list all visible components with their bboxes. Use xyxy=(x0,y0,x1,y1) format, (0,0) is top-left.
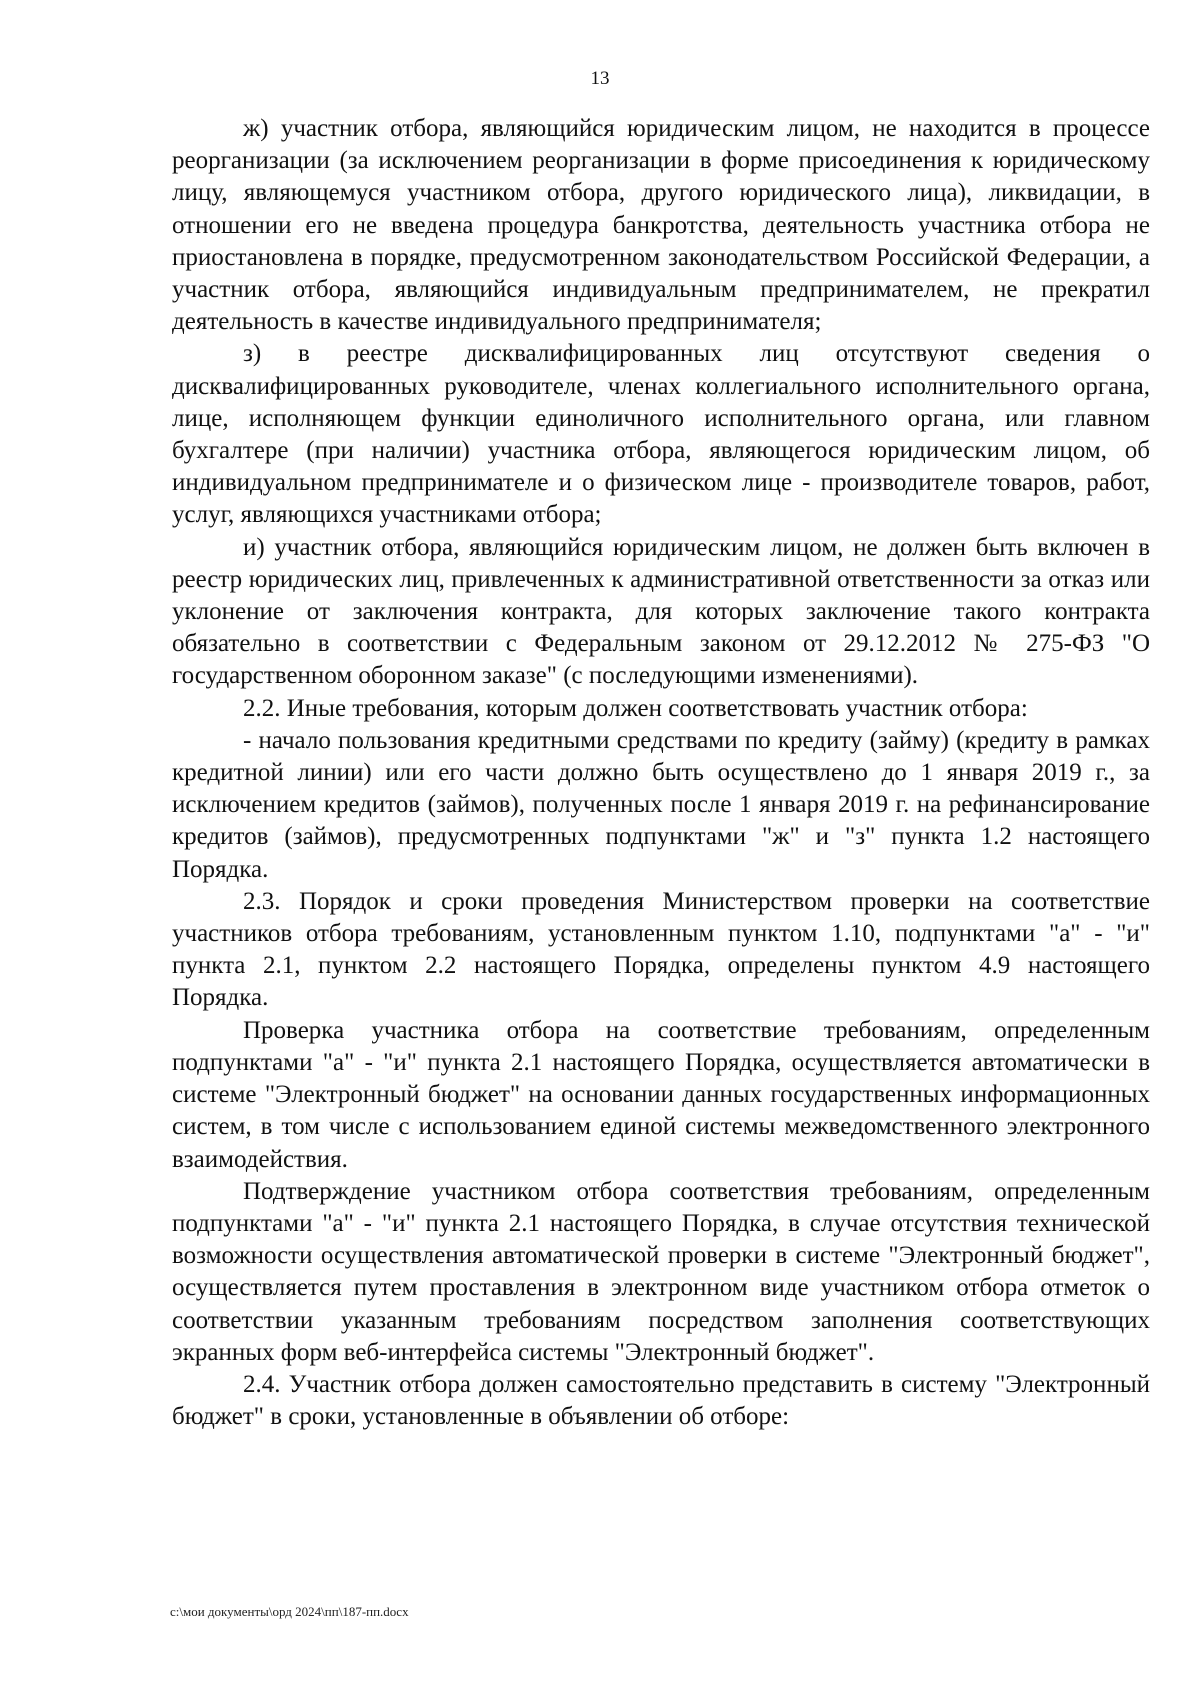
document-body xyxy=(172,113,1150,1433)
paragraph-manual-confirmation: Подтверждение участником отбора соответствия требованиям, определенным подпунктами "а" - "и" пункта 2.1 настоящего Порядка, в случае отсутствия технической возможности осуществления автоматической проверки в системе "Электронный бюджет", осуществляется путем проставления в электронном виде участником отбора отметок о соответствии указанным требованиям посредством заполнения соответствующих экранных форм веб-интерфейса системы "Электронный бюджет". xyxy=(172,1177,1150,1366)
page-number: 13 xyxy=(590,68,610,89)
paragraph-zh: ж) участник отбора, являющийся юридическим лицом, не находится в процессе реорганизации (за исключением реорганизации в форме присоединения к юридическому лицу, являющемуся участником отбора, другого юридического лица), ликвидации, в отношении его не введена процедура банкротства, деятельность участника отбора не приостановлена в порядке, предусмотренном законодательством Российской Федерации, а участник отбора, являющийся индивидуальным предпринимателем, не прекратил деятельность в качестве индивидуального предпринимателя; xyxy=(172,115,1150,336)
paragraph-z: з) в реестре дисквалифицированных лиц отсутствуют сведения о дисквалифицированных руководителе, членах коллегиального исполнительного органа, лице, исполняющем функции единоличного исполнительного органа, или главном бухгалтере (при наличии) участника отбора, являющегося юридическим лицом, об индивидуальном предпринимателе и о физическом лице - производителе товаров, работ, услуг, являющихся участниками отбора; xyxy=(172,340,1150,529)
paragraph-i: и) участник отбора, являющийся юридическим лицом, не должен быть включен в реестр юридических лиц, привлеченных к административной ответственности за отказ или уклонение от заключения контракта, для которых заключение такого контракта обязательно в соответствии с Федеральным законом от 29.12.2012 № 275-ФЗ "О государственном оборонном заказе" (с последующими изменениями). xyxy=(172,533,1150,690)
footer-file-path: c:\мои документы\орд 2024\пп\187-пп.docx xyxy=(170,1604,409,1619)
paragraph-2-2: 2.2. Иные требования, которым должен соответствовать участник отбора: xyxy=(243,694,1028,722)
paragraph-credit-requirement: - начало пользования кредитными средствами по кредиту (займу) (кредиту в рамках кредитной линии) или его части должно быть осуществлено до 1 января 2019 г., за исключением кредитов (займов), полученных после 1 января 2019 г. на рефинансирование кредитов (займов), предусмотренных подпунктами "ж" и "з" пункта 1.2 настоящего Порядка. xyxy=(172,726,1150,883)
paragraph-automatic-check: Проверка участника отбора на соответствие требованиям, определенным подпунктами "а" - "и" пункта 2.1 настоящего Порядка, осуществляется автоматически в системе "Электронный бюджет" на основании данных государственных информационных систем, в том числе с использованием единой системы межведомственного электронного взаимодействия. xyxy=(172,1016,1150,1173)
paragraph-2-3: 2.3. Порядок и сроки проведения Министерством проверки на соответствие участников отбора требованиям, установленным пунктом 1.10, подпунктами "а" - "и" пункта 2.1, пунктом 2.2 настоящего Порядка, определены пунктом 4.9 настоящего Порядка. xyxy=(172,887,1150,1012)
paragraph-2-4: 2.4. Участник отбора должен самостоятельно представить в систему "Электронный бюджет" в сроки, установленные в объявлении об отборе: xyxy=(172,1370,1150,1431)
